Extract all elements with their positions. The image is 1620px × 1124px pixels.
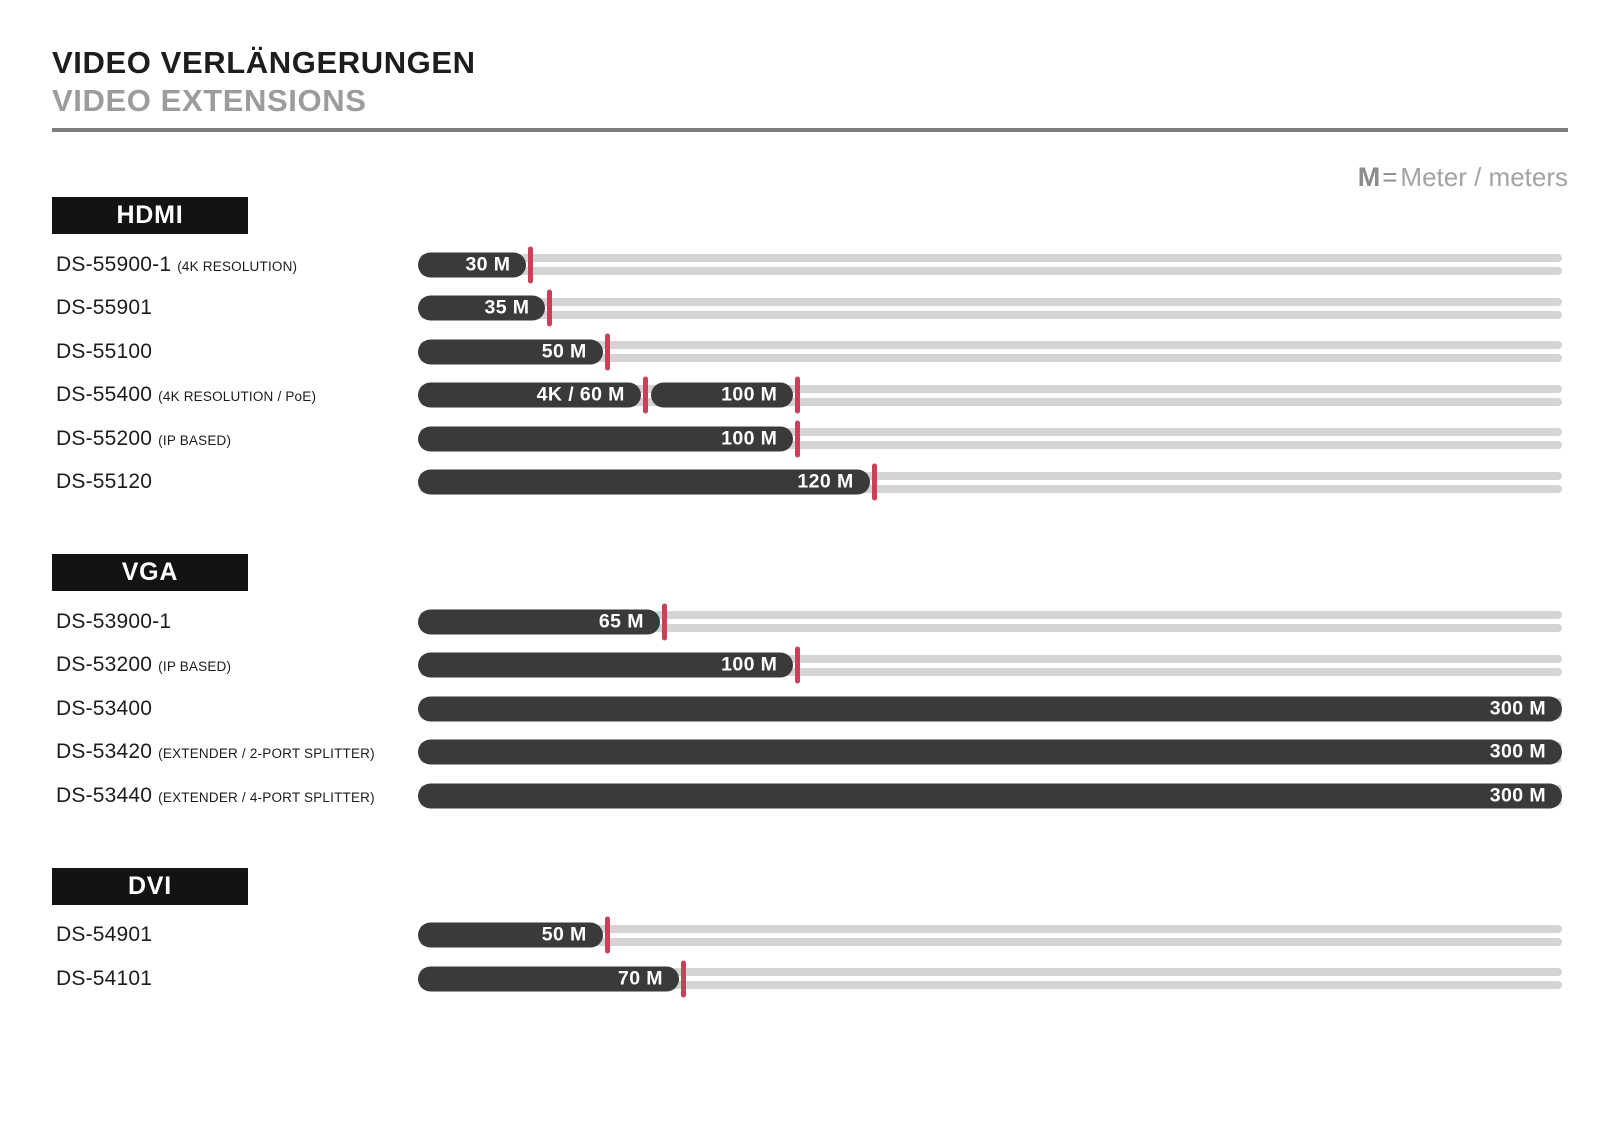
product-name: DS-55901 (56, 296, 153, 320)
product-name: DS-55120 (56, 470, 153, 494)
product-name: DS-53440 (56, 783, 153, 807)
product-name: DS-54901 (56, 923, 153, 947)
bar-area (418, 417, 1562, 460)
product-label (52, 923, 418, 947)
length-label: 300 M (1489, 740, 1546, 763)
length-bar (418, 609, 660, 634)
product-row (52, 644, 1568, 688)
product-row (52, 687, 1568, 731)
length-bar (418, 966, 679, 991)
max-length-marker (547, 290, 552, 327)
product-label (52, 296, 418, 320)
section-rows (52, 600, 1568, 818)
bar-area (418, 644, 1562, 687)
max-length-marker (872, 464, 877, 501)
section-badge (52, 197, 248, 234)
unit-legend (52, 161, 1568, 194)
bar-area (418, 600, 1562, 643)
section-rows (52, 243, 1568, 504)
bar-area (418, 957, 1562, 1000)
length-label: 300 M (1489, 784, 1546, 807)
product-note: (4K RESOLUTION) (177, 258, 298, 274)
product-label (52, 653, 418, 677)
length-label: 100 M (721, 427, 778, 450)
length-label: 30 M (465, 253, 511, 276)
length-label: 50 M (541, 340, 587, 363)
section-badge (52, 554, 248, 591)
length-bar (418, 696, 1562, 721)
bar-area (418, 687, 1562, 730)
bar-track-bottom (420, 311, 1562, 319)
product-name: DS-53200 (56, 653, 153, 677)
product-name: DS-55900-1 (56, 252, 172, 276)
bar-area (418, 774, 1562, 817)
length-bar (418, 426, 793, 451)
unit-symbol: M (1357, 162, 1381, 192)
product-label (52, 340, 418, 364)
section-vga (52, 554, 1568, 818)
length-bar (418, 383, 641, 408)
product-note: (EXTENDER / 2-PORT SPLITTER) (158, 746, 375, 762)
product-row (52, 417, 1568, 461)
bar-track-top (420, 298, 1562, 306)
product-name: DS-54101 (56, 966, 153, 990)
section-rows (52, 914, 1568, 1001)
bar-area (418, 461, 1562, 504)
extension-chart (52, 197, 1568, 1001)
bar-track-bottom (420, 267, 1562, 275)
length-bar (418, 740, 1562, 765)
length-bar (418, 296, 545, 321)
product-row (52, 287, 1568, 331)
bar-area (418, 287, 1562, 330)
product-label (52, 383, 418, 407)
product-note: (IP BASED) (158, 432, 232, 448)
max-length-marker (605, 917, 610, 954)
length-label: 4K / 60 M (536, 383, 625, 406)
length-label: 35 M (484, 296, 530, 319)
max-length-marker (795, 420, 800, 457)
length-label: 65 M (598, 610, 644, 633)
product-name: DS-53420 (56, 740, 153, 764)
product-row (52, 330, 1568, 374)
section-hdmi (52, 197, 1568, 504)
product-row (52, 774, 1568, 818)
product-row (52, 914, 1568, 958)
product-label (52, 610, 418, 634)
section-badge-label: DVI (127, 871, 173, 900)
bar-area (418, 374, 1562, 417)
bar-area (418, 243, 1562, 286)
product-name: DS-53400 (56, 696, 153, 720)
product-name: DS-55100 (56, 339, 153, 363)
product-label (52, 427, 418, 451)
product-row (52, 243, 1568, 287)
product-label (52, 470, 418, 494)
product-note: (EXTENDER / 4-PORT SPLITTER) (158, 789, 375, 805)
length-bar (418, 653, 793, 678)
product-label (52, 967, 418, 991)
length-label: 100 M (721, 653, 778, 676)
bar-area (418, 914, 1562, 957)
product-row (52, 461, 1568, 505)
max-length-marker (681, 960, 686, 997)
section-dvi (52, 868, 1568, 1001)
product-name: DS-55200 (56, 426, 153, 450)
bar-area (418, 330, 1562, 373)
length-bar (418, 252, 526, 277)
page-header (52, 44, 1568, 132)
header-divider (52, 128, 1568, 132)
product-label (52, 784, 418, 808)
max-length-marker (795, 377, 800, 414)
product-label (52, 253, 418, 277)
unit-text: Meter / meters (1400, 162, 1568, 192)
product-name: DS-53900-1 (56, 609, 172, 633)
bar-area (418, 731, 1562, 774)
section-badge-label: VGA (121, 558, 179, 586)
length-label: 50 M (541, 923, 587, 946)
product-note: (4K RESOLUTION / PoE) (158, 389, 317, 405)
product-row (52, 600, 1568, 644)
length-bar (418, 470, 870, 495)
max-length-marker (662, 603, 667, 640)
length-bar (418, 923, 603, 948)
length-label: 300 M (1489, 697, 1546, 720)
max-length-marker (643, 377, 648, 414)
max-length-marker (795, 647, 800, 684)
equals-sign: = (1382, 162, 1398, 192)
length-label: 70 M (617, 967, 663, 990)
length-bar (418, 339, 603, 364)
section-badge (52, 868, 248, 905)
product-name: DS-55400 (56, 383, 153, 407)
product-note: (IP BASED) (158, 659, 232, 675)
catalog-page (0, 44, 1620, 1124)
page-title-english: VIDEO EXTENSIONS (52, 83, 367, 118)
page-title-german: VIDEO VERLÄNGERUNGEN (52, 45, 476, 80)
product-row (52, 957, 1568, 1001)
length-bar (418, 783, 1562, 808)
max-length-marker (528, 246, 533, 283)
product-label (52, 697, 418, 721)
section-badge-label: HDMI (116, 201, 184, 229)
product-row (52, 374, 1568, 418)
product-label (52, 740, 418, 764)
length-label: 120 M (797, 470, 854, 493)
length-bar (651, 383, 794, 408)
length-label: 100 M (721, 383, 778, 406)
bar-track-top (420, 254, 1562, 262)
product-row (52, 731, 1568, 775)
max-length-marker (605, 333, 610, 370)
